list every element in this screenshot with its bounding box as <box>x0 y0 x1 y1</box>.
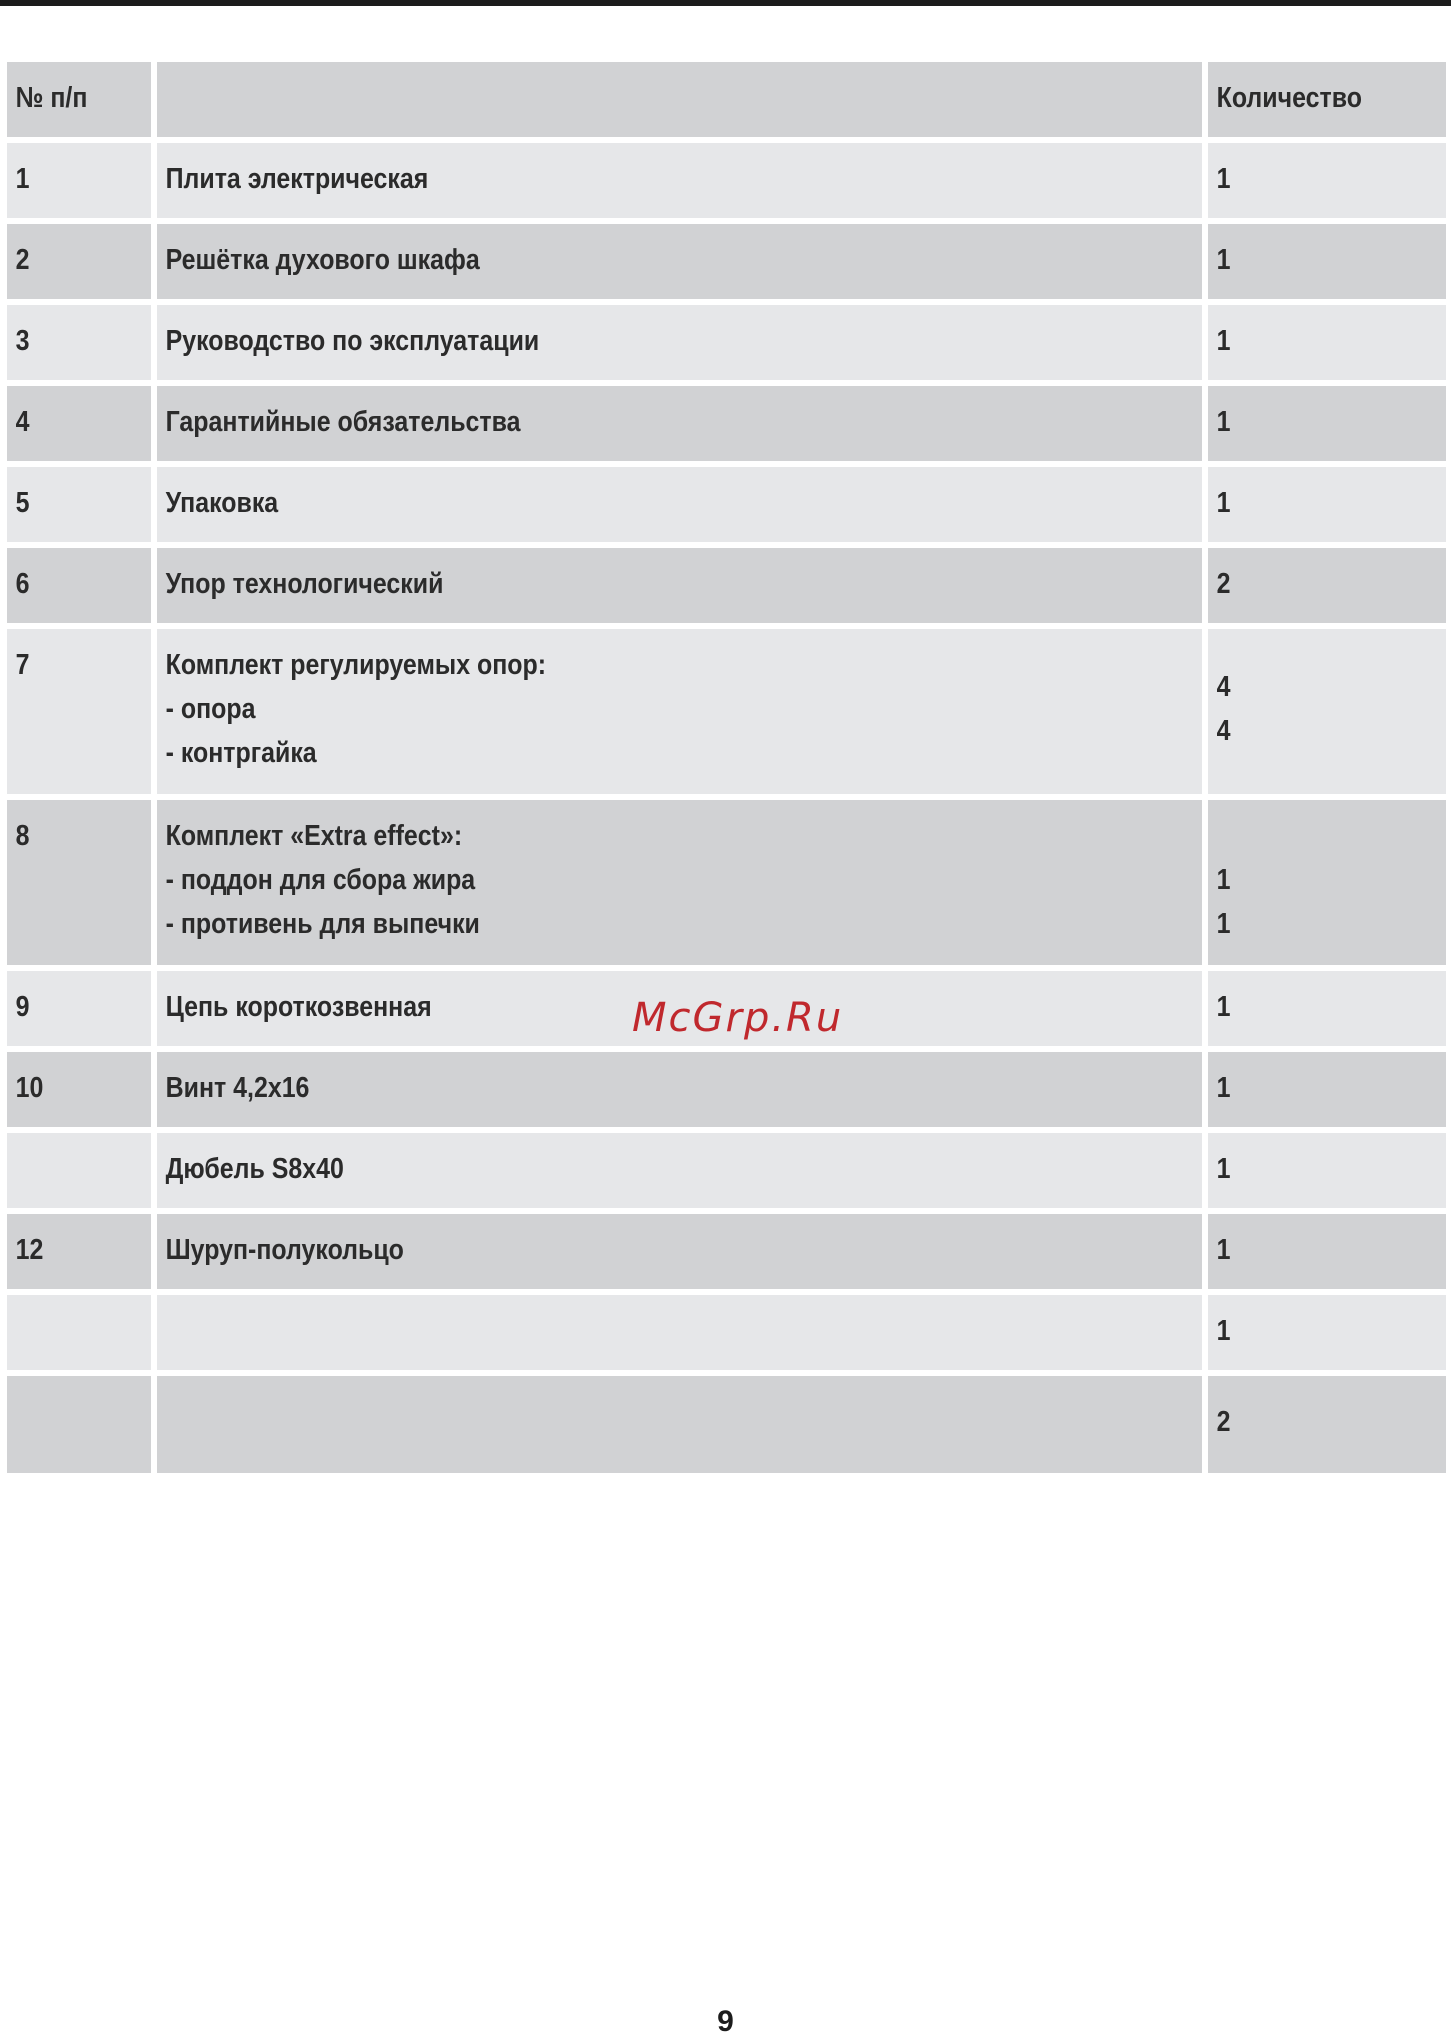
row-name: Упаковка <box>165 487 279 519</box>
row-number-cell <box>7 224 151 299</box>
table-row <box>7 467 1446 542</box>
row-number-cell <box>7 629 151 794</box>
header-cell-name <box>157 62 1202 137</box>
row-number: 1 <box>15 163 30 195</box>
table-row <box>7 629 1446 794</box>
row-qty-cell <box>1208 1214 1446 1289</box>
row-qty-cell <box>1208 143 1446 218</box>
row-name-line: Комплект «Extra effect»: <box>165 820 463 852</box>
header-name-label <box>157 62 1056 76</box>
contents-table <box>7 62 1446 1473</box>
row-qty-cell <box>1208 1376 1446 1473</box>
row-number: 9 <box>15 991 30 1023</box>
row-name-cell <box>157 629 1202 794</box>
row-number-cell <box>7 800 151 965</box>
row-number: 12 <box>15 1234 44 1266</box>
row-name-cell <box>157 1133 1202 1208</box>
row-name-line: - противень для выпечки <box>165 908 480 940</box>
row-qty: 1 <box>1216 1153 1231 1185</box>
row-name-cell <box>157 224 1202 299</box>
row-name-cell <box>157 1376 1202 1473</box>
row-number: 3 <box>15 325 30 357</box>
table-row <box>7 1052 1446 1127</box>
row-qty-multiline <box>1208 800 1413 946</box>
row-qty-multiline <box>1208 629 1413 753</box>
row-name: Руководство по эксплуатации <box>165 325 540 357</box>
row-number-cell <box>7 1133 151 1208</box>
row-number <box>7 1133 131 1147</box>
row-qty-cell <box>1208 800 1446 965</box>
row-name-line: Комплект регулируемых опор: <box>165 649 547 681</box>
row-name-cell <box>157 1214 1202 1289</box>
row-name: Цепь короткозвенная <box>165 991 432 1023</box>
row-name: Упор технологический <box>165 568 444 600</box>
row-number: 5 <box>15 487 30 519</box>
row-name-line: - опора <box>165 693 256 725</box>
table-row <box>7 1214 1446 1289</box>
row-name: Шуруп-полукольцо <box>165 1234 404 1266</box>
table-row <box>7 1133 1446 1208</box>
row-name-multiline <box>157 800 1056 946</box>
row-name <box>157 1376 1056 1390</box>
row-qty-cell <box>1208 386 1446 461</box>
row-qty-cell <box>1208 971 1446 1046</box>
row-number-cell <box>7 467 151 542</box>
row-qty-cell <box>1208 629 1446 794</box>
row-number-cell <box>7 305 151 380</box>
row-qty-cell <box>1208 224 1446 299</box>
row-qty: 1 <box>1216 1072 1231 1104</box>
row-name-multiline <box>157 629 1056 775</box>
row-qty-cell <box>1208 305 1446 380</box>
row-qty-cell <box>1208 548 1446 623</box>
row-number: 8 <box>15 820 30 852</box>
table-row <box>7 1376 1446 1473</box>
row-name-cell <box>157 548 1202 623</box>
table-row <box>7 305 1446 380</box>
row-number: 4 <box>15 406 30 438</box>
row-number-cell <box>7 1052 151 1127</box>
row-qty-line: 4 <box>1216 715 1231 747</box>
row-qty: 1 <box>1216 1315 1231 1347</box>
row-number-cell <box>7 1214 151 1289</box>
row-name: Плита электрическая <box>165 163 429 195</box>
row-number: 10 <box>15 1072 44 1104</box>
row-name <box>157 1295 1056 1309</box>
row-name-cell <box>157 1052 1202 1127</box>
row-name-line: - контргайка <box>165 737 317 769</box>
row-name: Винт 4,2х16 <box>165 1072 310 1104</box>
row-number-cell <box>7 1295 151 1370</box>
row-name-cell <box>157 800 1202 965</box>
row-number-cell <box>7 1376 151 1473</box>
row-qty-line: 1 <box>1216 908 1231 940</box>
row-qty-cell <box>1208 1295 1446 1370</box>
header-number-label: № п/п <box>15 82 88 114</box>
row-number-cell <box>7 386 151 461</box>
top-rule <box>0 0 1451 6</box>
row-name-cell <box>157 467 1202 542</box>
watermark: McGrp.Ru <box>632 995 844 1041</box>
row-qty: 2 <box>1216 568 1231 600</box>
row-number <box>7 1376 131 1390</box>
row-qty: 1 <box>1216 244 1231 276</box>
row-number-cell <box>7 971 151 1046</box>
row-name-cell <box>157 305 1202 380</box>
page-number: 9 <box>717 2005 734 2038</box>
row-qty: 2 <box>1216 1406 1231 1438</box>
row-qty-cell <box>1208 467 1446 542</box>
header-cell-number <box>7 62 151 137</box>
row-qty: 1 <box>1216 325 1231 357</box>
table-row <box>7 548 1446 623</box>
row-qty-cell <box>1208 1052 1446 1127</box>
row-number <box>7 1295 131 1309</box>
header-qty-label: Количество <box>1216 82 1362 114</box>
table-row <box>7 1295 1446 1370</box>
row-qty: 1 <box>1216 1234 1231 1266</box>
row-name: Решётка духового шкафа <box>165 244 480 276</box>
row-number: 2 <box>15 244 30 276</box>
row-name-cell <box>157 1295 1202 1370</box>
table-row <box>7 800 1446 965</box>
row-name-cell <box>157 143 1202 218</box>
table-header-row <box>7 62 1446 137</box>
row-qty: 1 <box>1216 406 1231 438</box>
row-qty: 1 <box>1216 487 1231 519</box>
row-name-cell <box>157 386 1202 461</box>
row-number-cell <box>7 143 151 218</box>
row-name: Гарантийные обязательства <box>165 406 521 438</box>
table-row <box>7 143 1446 218</box>
row-number: 6 <box>15 568 30 600</box>
row-qty-cell <box>1208 1133 1446 1208</box>
table-row <box>7 224 1446 299</box>
header-cell-qty <box>1208 62 1446 137</box>
row-number: 7 <box>15 649 30 681</box>
row-name: Дюбель S8х40 <box>165 1153 344 1185</box>
row-number-cell <box>7 548 151 623</box>
table-row <box>7 386 1446 461</box>
row-name-line: - поддон для сбора жира <box>165 864 476 896</box>
row-qty: 1 <box>1216 163 1231 195</box>
row-qty-line: 1 <box>1216 864 1231 896</box>
row-qty: 1 <box>1216 991 1231 1023</box>
row-qty-line: 4 <box>1216 671 1231 703</box>
